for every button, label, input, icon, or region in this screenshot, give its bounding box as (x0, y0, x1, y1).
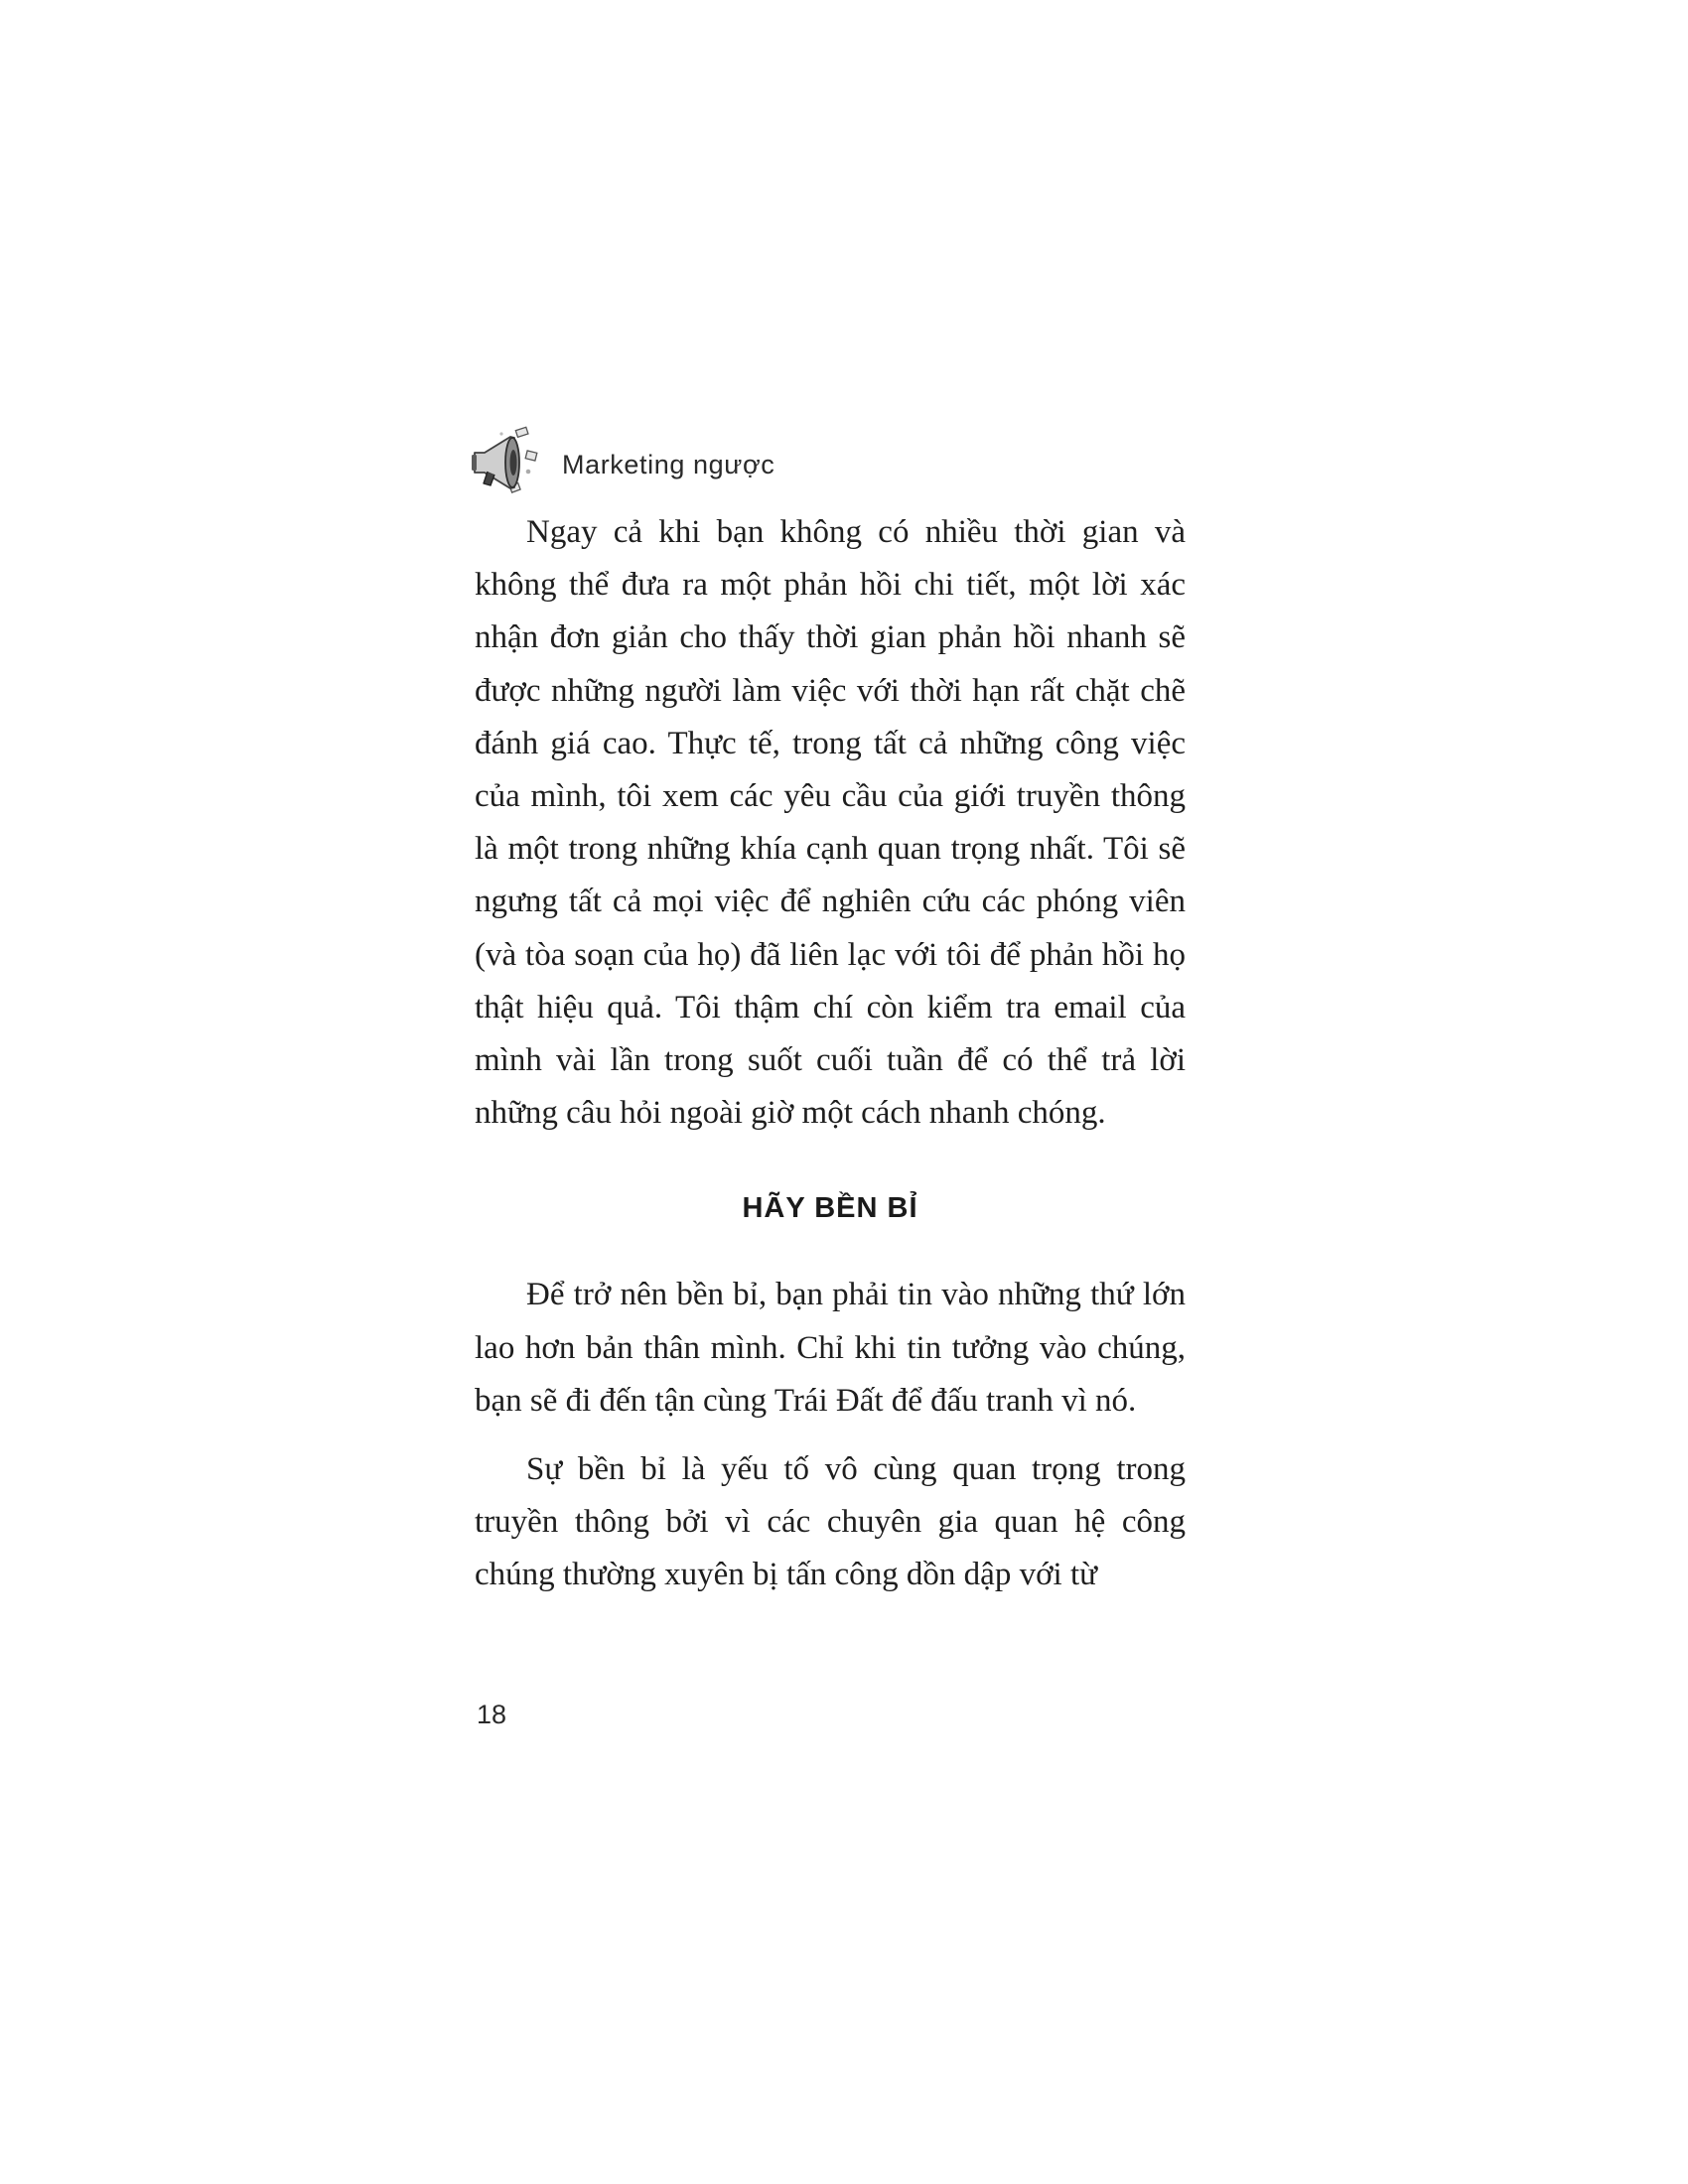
section-heading: HÃY BỀN BỈ (742, 1192, 918, 1225)
paragraph: Sự bền bỉ là yếu tố vô cùng quan trọng trong truyền thông bởi vì các chuyên gia quan hệ công chúng thường xuyên bị tấn công dồn dập với từ (475, 1451, 1186, 1593)
paragraph: Để trở nên bền bỉ, bạn phải tin vào những thứ lớn lao hơn bản thân mình. Chỉ khi tin tưởng vào chúng, bạn sẽ đi đến tận cùng Trái Đất để đấu tranh vì nó. (475, 1277, 1186, 1419)
megaphone-icon (469, 422, 556, 501)
page-number: 18 (477, 1700, 507, 1729)
body-text (475, 506, 1186, 1602)
paragraph: Ngay cả khi bạn không có nhiều thời gian và không thể đưa ra một phản hồi chi tiết, một lời xác nhận đơn giản cho thấy thời gian phản hồi nhanh sẽ được những người làm việc với thời hạn rất chặt chẽ đánh giá cao. Thực tế, trong tất cả những công việc của mình, tôi xem các yêu cầu của giới truyền thông là một trong những khía cạnh quan trọng nhất. Tôi sẽ ngưng tất cả mọi việc để nghiên cứu các phóng viên (và tòa soạn của họ) đã liên lạc với tôi để phản hồi họ thật hiệu quả. Tôi thậm chí còn kiểm tra email của mình vài lần trong suốt cuối tuần để có thể trả lời những câu hỏi ngoài giờ một cách nhanh chóng. (475, 514, 1186, 1132)
running-header (469, 422, 866, 501)
running-header-title: Marketing ngược (562, 449, 775, 479)
